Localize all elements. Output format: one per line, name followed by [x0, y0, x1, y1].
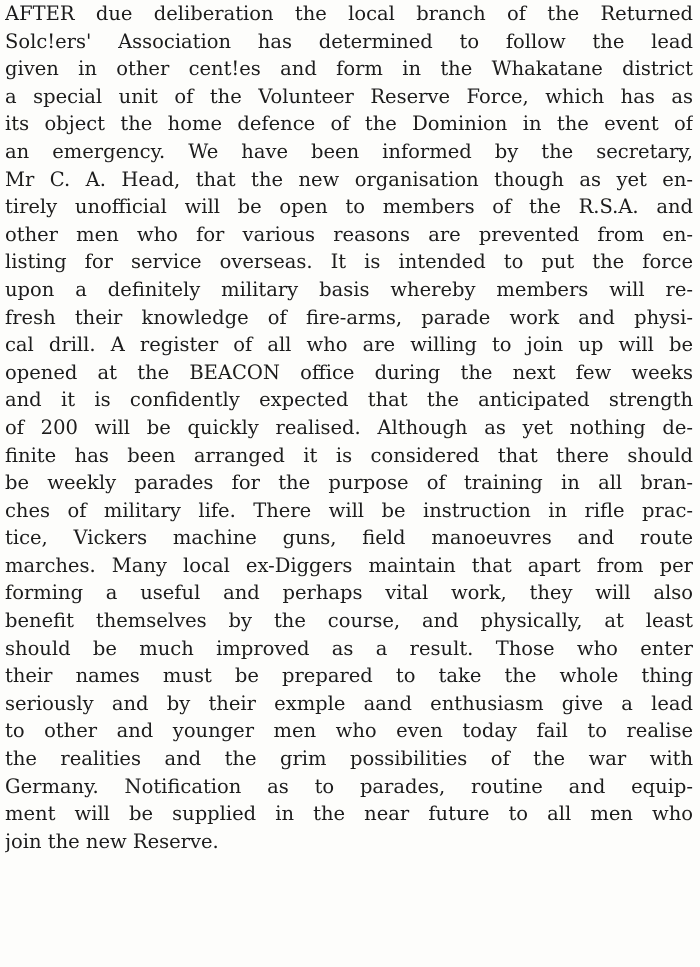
article-line: of 200 will be quickly realised. Although as yet nothing de- [5, 415, 693, 439]
article-line: seriously and by their exmple aand enthusiasm give a lead [5, 691, 693, 715]
article-line: benefit themselves by the course, and physically, at least [5, 609, 693, 633]
article-line: Solc!ers' Association has determined to follow the lead [5, 29, 693, 53]
article-line: Germany. Notification as to parades, routine and equip- [5, 774, 693, 798]
article-line: listing for service overseas. It is intended to put the force [5, 250, 693, 274]
article-line: the realities and the grim possibilities of the war with [5, 747, 693, 771]
article-line: cal drill. A register of all who are willing to join up will be [5, 333, 693, 357]
article-line: forming a useful and perhaps vital work, they will also [5, 581, 693, 605]
article-line: finite has been arranged it is considered that there should [5, 443, 693, 467]
article-line: ment will be supplied in the near future to all men who [5, 802, 693, 826]
article-line: tirely unofficial will be open to members of the R.S.A. and [5, 195, 693, 219]
article-body [5, 0, 693, 855]
article-line: fresh their knowledge of fire-arms, parade work and physi- [5, 305, 693, 329]
article-line: its object the home defence of the Dominion in the event of [5, 112, 693, 136]
article-line: marches. Many local ex-Diggers maintain that apart from per [5, 553, 693, 577]
article-line: to other and younger men who even today fail to realise [5, 719, 693, 743]
article-line: ches of military life. There will be instruction in rifle prac- [5, 498, 693, 522]
article-line: upon a definitely military basis whereby members will re- [5, 277, 693, 301]
article-line: other men who for various reasons are prevented from en- [5, 222, 693, 246]
article-line: Mr C. A. Head, that the new organisation though as yet en- [5, 167, 693, 191]
article-line: an emergency. We have been informed by the secretary, [5, 139, 693, 163]
article-line: tice, Vickers machine guns, field manoeuvres and route [5, 526, 693, 550]
article-line: should be much improved as a result. Those who enter [5, 636, 693, 660]
article-line: their names must be prepared to take the whole thing [5, 664, 693, 688]
article-line: and it is confidently expected that the anticipated strength [5, 388, 693, 412]
article-line: be weekly parades for the purpose of training in all bran- [5, 471, 693, 495]
article-line: opened at the BEACON office during the next few weeks [5, 360, 693, 384]
article-line: given in other cent!es and form in the Whakatane district [5, 57, 693, 81]
article-line: AFTER due deliberation the local branch of the Returned [5, 2, 693, 25]
article-line: a special unit of the Volunteer Reserve Force, which has as [5, 84, 693, 108]
article-line-final: join the new Reserve. [5, 829, 219, 853]
